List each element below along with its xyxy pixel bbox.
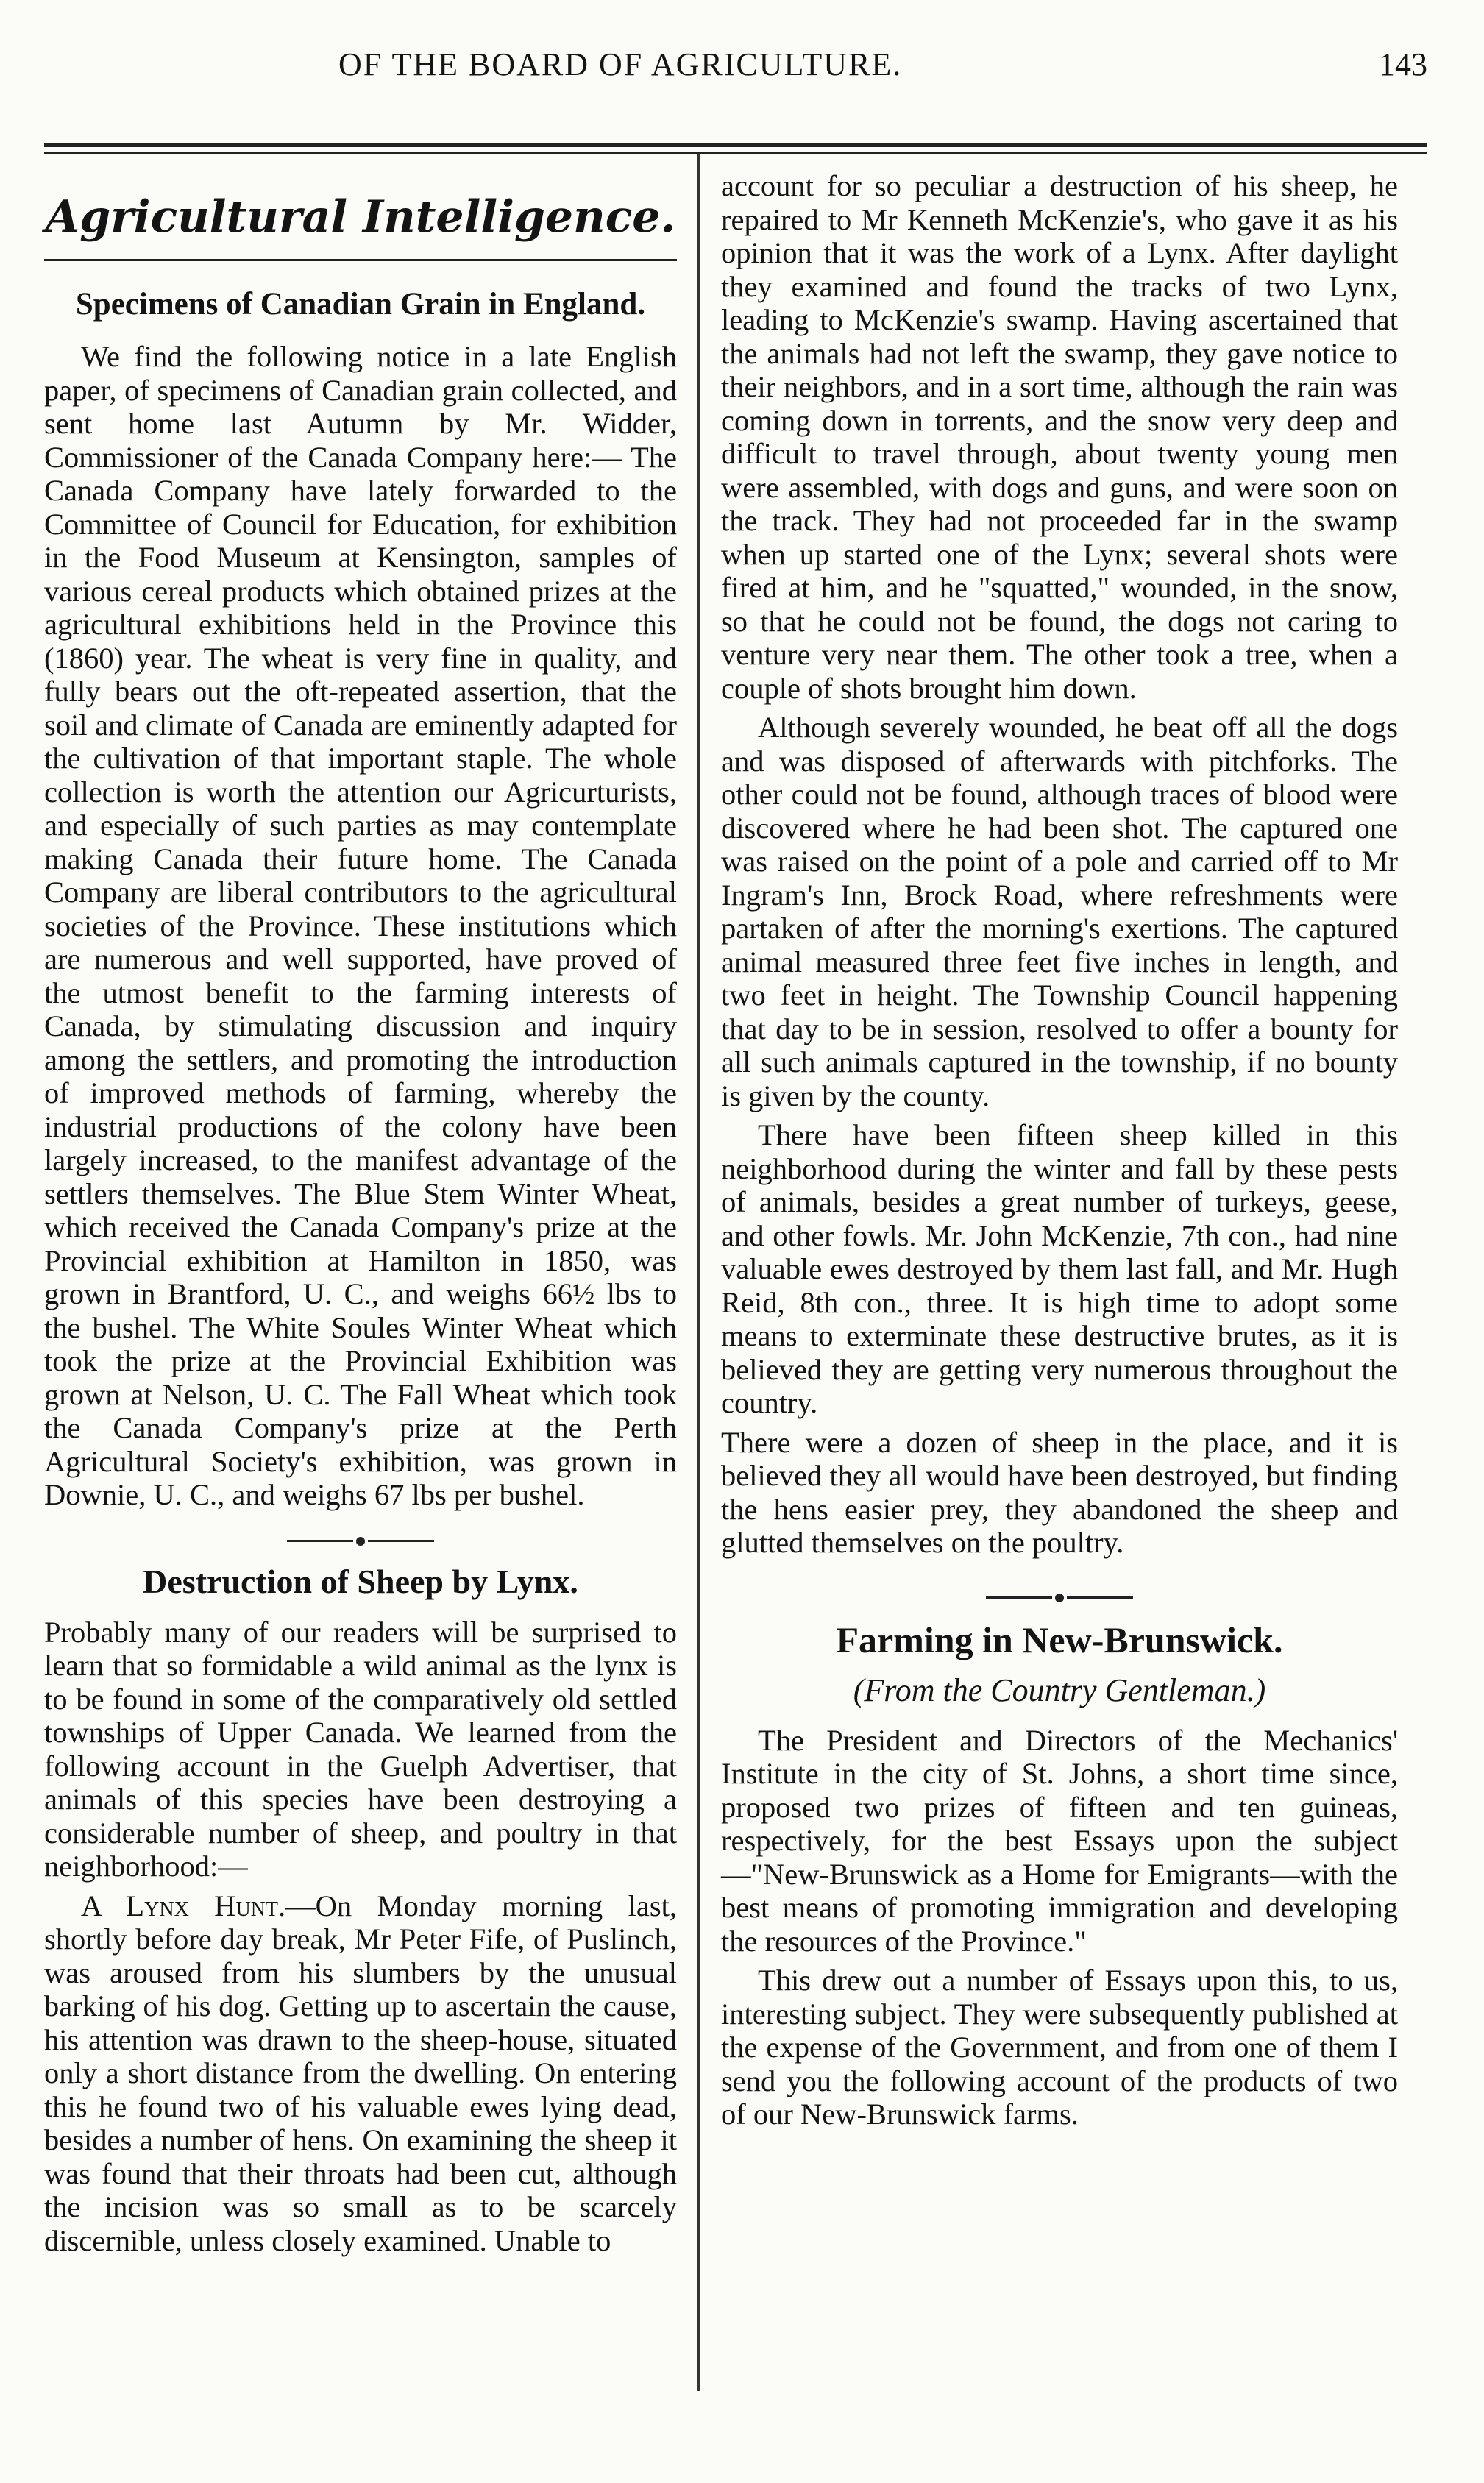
lynx-continuation-paragraph: Although severely wounded, he beat off all the dogs and was disposed of afterwards with pitchforks. The other could not be found, although traces of blood were discovered where he had been shot. The captured one was raised on the point of a pole and carried off to Mr Ingram's Inn, Brock Road, where refreshments were partaken of after the morning's exertions. The captured animal measured three feet five inches in length, and two feet in height. The Township Council happening that day to be in session, resolved to offer a bounty for all such animals captured in the township, if no bounty is given by the county. — [721, 711, 1398, 1112]
new-brunswick-paragraph: The President and Directors of the Mechanics' Institute in the city of St. Johns, a short time since, proposed two prizes of fifteen and ten guineas, respectively, for the best Essays upon the subject—"New-Brunswick as a Home for Emigrants—with the best means of promoting immigration and developing the resources of the Province." — [721, 1723, 1398, 1958]
section-ornament — [721, 1594, 1398, 1602]
article-title-canadian-grain: Specimens of Canadian Grain in England. — [75, 287, 646, 322]
lynx-continuation-paragraph: account for so peculiar a destruction of his sheep, he repaired to Mr Kenneth McKenzie's, who gave it as his opinion that it was the work of a Lynx. After daylight they examined and found the tracks of two Lynx, leading to McKenzie's swamp. Having ascertained that the animals had not left the swamp, they gave notice to their neighbors, and in a sort time, although the rain was coming down in torrents, and the snow very deep and difficult to travel through, about twenty young men were assembled, with dogs and guns, and were soon on the track. They had not proceeded far in the swamp when up started one of the Lynx; several shots were fired at him, and he "squatted," wounded, in the snow, so that he could not be found, the dogs not caring to venture very near them. The other took a tree, when a couple of shots brought him down. — [721, 169, 1398, 705]
running-head — [44, 29, 1427, 96]
header-double-rule — [44, 143, 1427, 154]
banner-rule — [44, 259, 677, 261]
section-ornament — [44, 1537, 677, 1546]
article-intro-lynx: Probably many of our readers will be surprised to learn that so formidable a wild animal as the lynx is to be found in some of the comparatively old settled townships of Upper Canada. We learned from the following account in the Guelph Advertiser, that animals of this species have been destroying a considerable number of sheep, and poultry in that neighborhood:— — [44, 1615, 677, 1883]
article-body-lynx — [44, 1889, 677, 2258]
article-title-new-brunswick: Farming in New-Brunswick. — [836, 1619, 1283, 1660]
article-title-lynx: Destruction of Sheep by Lynx. — [143, 1562, 578, 1600]
running-title: OF THE BOARD OF AGRICULTURE. — [338, 46, 903, 82]
column-divider — [697, 154, 700, 2391]
left-column — [44, 169, 677, 2263]
section-banner: Agricultural Intelligence. — [45, 191, 676, 243]
article-byline: (From the Country Gentleman.) — [853, 1672, 1266, 1708]
right-column — [721, 169, 1398, 2137]
lead-in-lynx-hunt: A Lynx Hunt. — [81, 1889, 286, 1922]
lynx-continuation-paragraph: There have been fifteen sheep killed in this neighborhood during the winter and fall by these pests of animals, besides a great number of turkeys, geese, and other fowls. Mr. John McKenzie, 7th con., had nine valuable ewes destroyed by them last fall, and Mr. Hugh Reid, 8th con., three. It is high time to adopt some means to exterminate these destructive brutes, as it is believed they are getting very numerous throughout the country. — [721, 1118, 1398, 1419]
new-brunswick-paragraph: This drew out a number of Essays upon this, to us, interesting subject. They were subsequently published at the expense of the Government, and from one of them I send you the following account of the products of two of our New-Brunswick farms. — [721, 1964, 1398, 2131]
lynx-continuation-paragraph: There were a dozen of sheep in the place, and it is believed they all would have been destroyed, but finding the hens easier prey, they abandoned the sheep and glutted themselves on the poultry. — [721, 1425, 1398, 1559]
lynx-body-text: —On Monday morning last, shortly before day break, Mr Peter Fife, of Puslinch, was aroused from his slumbers by the unusual barking of his dog. Getting up to ascertain the cause, his attention was drawn to the sheep-house, situated only a short distance from the dwelling. On entering this he found two of his valuable ewes lying dead, besides a number of hens. On examining the sheep it was found that their throats had been cut, although the incision was so small as to be scarcely discernible, unless closely examined. Unable to — [44, 1889, 678, 2257]
article-body-canadian-grain: We find the following notice in a late English paper, of specimens of Canadian grain collected, and sent home last Autumn by Mr. Widder, Commissioner of the Canada Company here:— The Canada Company have lately forwarded to the Committee of Council for Education, for exhibition in the Food Museum at Kensington, samples of various cereal products which obtained prizes at the agricultural exhibitions held in the Province this (1860) year. The wheat is very fine in quality, and fully bears out the oft-repeated assertion, that the soil and climate of Canada are eminently adapted for the cultivation of that important staple. The whole collection is worth the attention our Agricurturists, and especially of such parties as may contemplate making Canada their future home. The Canada Company are liberal contributors to the agricultural societies of the Province. These institutions which are numerous and well supported, have proved of the utmost benefit to the farming interests of Canada, by stimulating discussion and inquiry among the settlers, and promoting the introduction of improved methods of farming, whereby the industrial productions of the colony have been largely increased, to the manifest advantage of the settlers themselves. The Blue Stem Winter Wheat, which received the Canada Company's prize at the Provincial exhibition at Hamilton in 1850, was grown in Brantford, U. C., and weighs 66½ lbs to the bushel. The White Soules Winter Wheat which took the prize at the Provincial Exhibition was grown at Nelson, U. C. The Fall Wheat which took the Canada Company's prize at the Perth Agricultural Society's exhibition, was grown in Downie, U. C., and weighs 67 lbs per bushel. — [44, 340, 677, 1511]
page-number: 143 — [1379, 46, 1427, 82]
